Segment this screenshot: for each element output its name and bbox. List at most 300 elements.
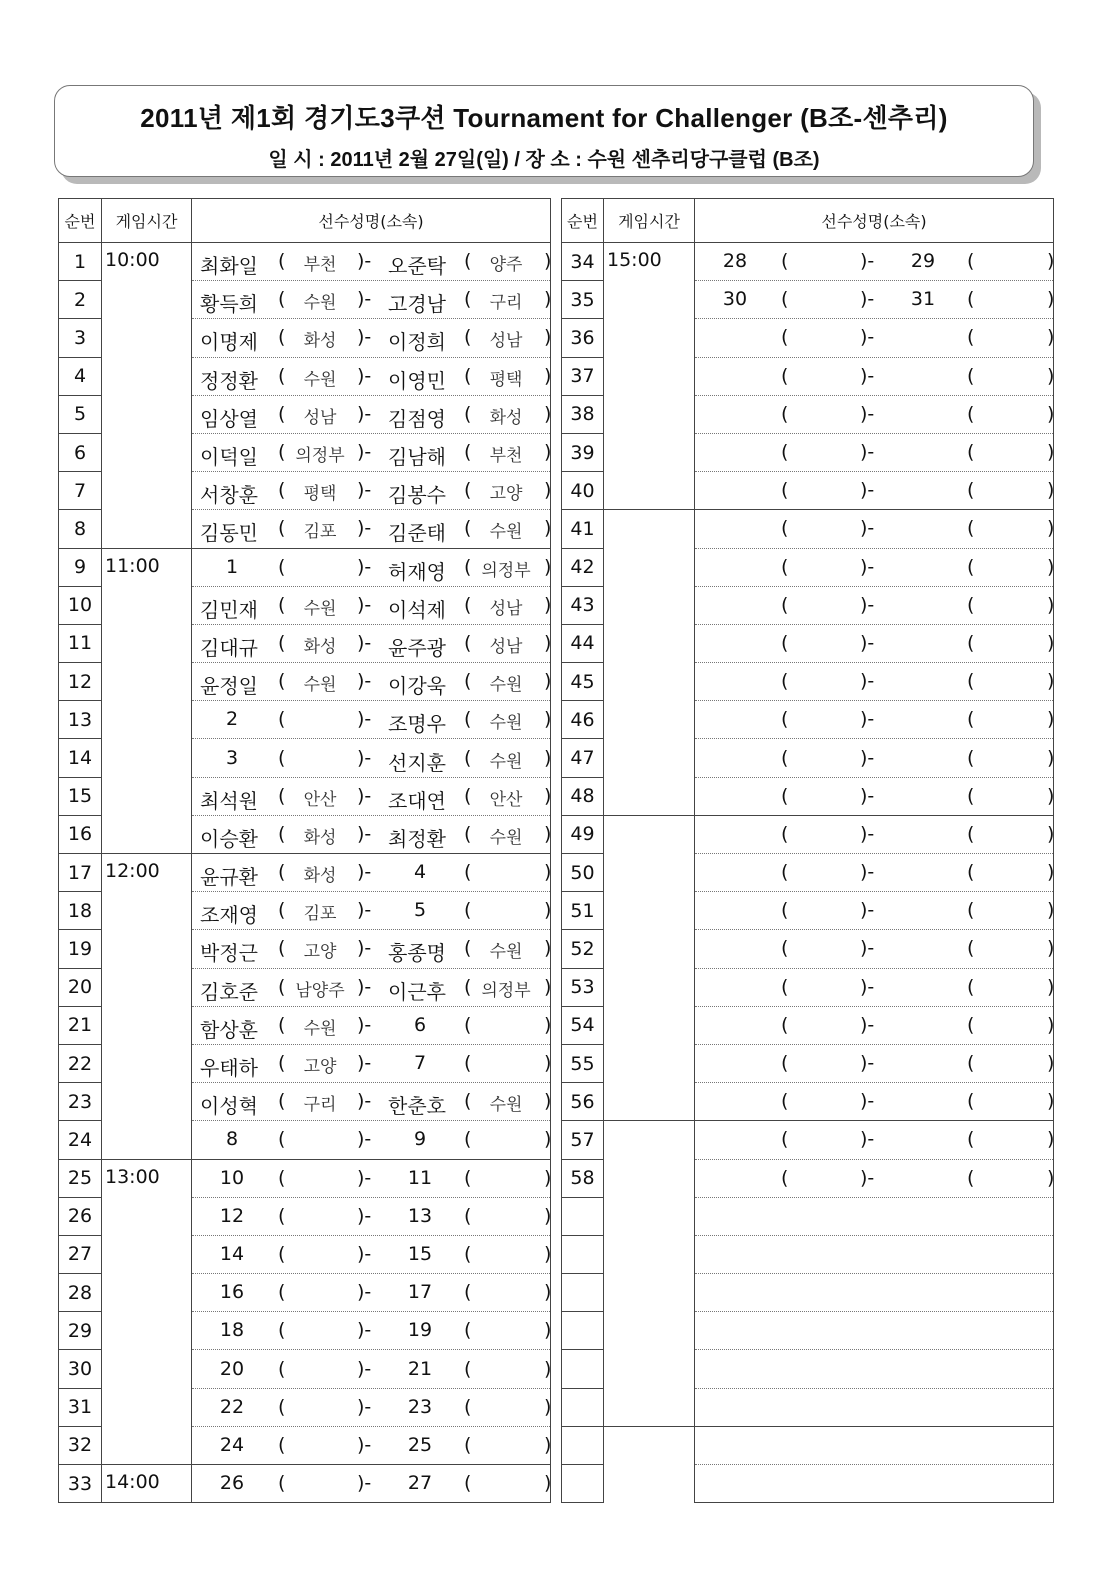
- paren-open: (: [781, 288, 789, 311]
- paren-close-dash: )-: [860, 708, 875, 731]
- game-time-value: 11:00: [105, 554, 160, 577]
- column-header-no: 순번: [59, 199, 102, 243]
- paren-open: (: [967, 555, 975, 578]
- club-b: 의정부: [481, 560, 531, 581]
- game-time: [102, 1465, 192, 1503]
- paren-open: (: [464, 975, 472, 998]
- match-number: 49: [562, 815, 604, 853]
- match-cell: [695, 281, 1054, 319]
- paren-close: ): [544, 822, 552, 845]
- match-line: [192, 1427, 550, 1464]
- paren-open: (: [967, 326, 975, 349]
- player-a: 3: [225, 746, 239, 769]
- player-b: 19: [407, 1319, 433, 1342]
- paren-close-dash: )-: [860, 1052, 875, 1075]
- match-line: [192, 1236, 550, 1273]
- match-cell: [695, 968, 1054, 1006]
- match-line: [695, 816, 1053, 853]
- paren-open: (: [464, 479, 472, 502]
- match-cell: [192, 663, 551, 701]
- paren-close: ): [1047, 708, 1055, 731]
- paren-close-dash: )-: [860, 1128, 875, 1151]
- paren-open: (: [464, 784, 472, 807]
- player-b: 한춘호: [388, 1094, 446, 1119]
- player-a: 조재영: [200, 903, 258, 928]
- paren-open: (: [781, 1013, 789, 1036]
- paren-open: (: [278, 517, 286, 540]
- match-number: 34: [562, 243, 604, 281]
- match-cell: [695, 1121, 1054, 1159]
- match-cell: [192, 854, 551, 892]
- match-number: 1: [59, 243, 102, 281]
- match-line: [192, 1083, 550, 1120]
- paren-close: ): [544, 402, 552, 425]
- match-number: 19: [59, 930, 102, 968]
- match-cell: [695, 854, 1054, 892]
- paren-open: (: [967, 822, 975, 845]
- match-line: [192, 549, 550, 586]
- paren-open: (: [464, 288, 472, 311]
- paren-close-dash: )-: [357, 822, 372, 845]
- paren-close-dash: )-: [357, 402, 372, 425]
- paren-close-dash: )-: [357, 1281, 372, 1304]
- paren-close-dash: )-: [357, 517, 372, 540]
- paren-close-dash: )-: [357, 288, 372, 311]
- paren-open: (: [781, 746, 789, 769]
- club-b: 수원: [489, 675, 523, 696]
- match-number: 18: [59, 892, 102, 930]
- match-number: 17: [59, 854, 102, 892]
- paren-close-dash: )-: [357, 1242, 372, 1265]
- paren-open: (: [278, 1052, 286, 1075]
- match-number: 7: [59, 472, 102, 510]
- paren-close: ): [544, 670, 552, 693]
- player-b: 윤주광: [388, 635, 446, 660]
- paren-close: ): [1047, 899, 1055, 922]
- paren-close: ): [1047, 975, 1055, 998]
- match-line: [192, 510, 550, 547]
- player-b: 23: [407, 1395, 433, 1418]
- club-a: 화성: [303, 636, 337, 657]
- paren-open: (: [781, 975, 789, 998]
- match-cell: [695, 319, 1054, 357]
- paren-close: ): [544, 288, 552, 311]
- player-a: 12: [219, 1204, 245, 1227]
- paren-close: ): [544, 479, 552, 502]
- player-b: 선지훈: [388, 750, 446, 775]
- player-b: 김봉수: [388, 483, 446, 508]
- column-header-no: 순번: [562, 199, 604, 243]
- match-cell: [192, 510, 551, 548]
- match-number: 25: [59, 1159, 102, 1197]
- match-number: 55: [562, 1044, 604, 1082]
- paren-open: (: [967, 441, 975, 464]
- paren-open: (: [781, 555, 789, 578]
- paren-open: (: [278, 1204, 286, 1227]
- paren-open: (: [781, 364, 789, 387]
- match-cell: [192, 243, 551, 281]
- paren-open: (: [967, 1166, 975, 1189]
- club-a: 수원: [303, 675, 337, 696]
- club-a: 수원: [303, 1018, 337, 1039]
- paren-open: (: [278, 1281, 286, 1304]
- player-a: 윤규환: [200, 865, 258, 890]
- paren-close: ): [1047, 364, 1055, 387]
- paren-close: ): [544, 1052, 552, 1075]
- paren-close: ): [1047, 326, 1055, 349]
- match-number: 58: [562, 1159, 604, 1197]
- match-number: 48: [562, 777, 604, 815]
- paren-open: (: [464, 326, 472, 349]
- paren-close-dash: )-: [860, 784, 875, 807]
- club-b: 평택: [489, 369, 523, 390]
- paren-open: (: [278, 1128, 286, 1151]
- player-b: 15: [407, 1242, 433, 1265]
- match-number: [562, 1388, 604, 1426]
- player-b: 홍종명: [388, 941, 446, 966]
- player-b: 이근후: [388, 979, 446, 1004]
- paren-close: ): [1047, 1128, 1055, 1151]
- match-cell: [695, 1274, 1054, 1312]
- match-number: 9: [59, 548, 102, 586]
- paren-close-dash: )-: [357, 555, 372, 578]
- paren-open: (: [781, 631, 789, 654]
- match-line: [192, 1045, 550, 1082]
- match-line: [695, 1083, 1053, 1120]
- club-a: 구리: [303, 1095, 337, 1116]
- player-b: 9: [413, 1128, 427, 1151]
- player-a: 윤정일: [200, 674, 258, 699]
- paren-close: ): [544, 1128, 552, 1151]
- paren-open: (: [278, 1319, 286, 1342]
- match-line: [192, 319, 550, 356]
- paren-close: ): [544, 250, 552, 273]
- paren-open: (: [464, 746, 472, 769]
- paren-open: (: [278, 899, 286, 922]
- paren-open: (: [781, 1128, 789, 1151]
- player-a: 최화일: [200, 254, 258, 279]
- match-cell: [192, 319, 551, 357]
- player-a: 26: [219, 1472, 245, 1495]
- paren-close: ): [544, 784, 552, 807]
- match-line: [192, 969, 550, 1006]
- club-b: 수원: [489, 1095, 523, 1116]
- paren-close-dash: )-: [860, 937, 875, 960]
- match-cell: [695, 663, 1054, 701]
- paren-close: ): [1047, 822, 1055, 845]
- match-number: 22: [59, 1044, 102, 1082]
- paren-open: (: [967, 479, 975, 502]
- player-a: 30: [722, 288, 748, 311]
- paren-open: (: [278, 708, 286, 731]
- player-b: 조명우: [388, 712, 446, 737]
- club-b: 성남: [489, 636, 523, 657]
- paren-close-dash: )-: [357, 1090, 372, 1113]
- match-cell: [695, 472, 1054, 510]
- game-time: [102, 854, 192, 1160]
- paren-close: ): [544, 555, 552, 578]
- paren-open: (: [967, 1090, 975, 1113]
- match-cell: [192, 1235, 551, 1273]
- paren-open: (: [464, 1128, 472, 1151]
- player-a: 김민재: [200, 597, 258, 622]
- right-schedule-table: [561, 198, 1054, 1503]
- paren-close-dash: )-: [357, 784, 372, 807]
- paren-open: (: [781, 517, 789, 540]
- paren-close-dash: )-: [357, 861, 372, 884]
- match-cell: [192, 1426, 551, 1464]
- match-cell: [695, 1235, 1054, 1273]
- paren-close: ): [544, 1395, 552, 1418]
- match-cell: [695, 1388, 1054, 1426]
- paren-open: (: [278, 1357, 286, 1380]
- paren-open: (: [781, 1166, 789, 1189]
- player-b: 25: [407, 1433, 433, 1456]
- player-a: 김호준: [200, 979, 258, 1004]
- match-cell: [695, 510, 1054, 548]
- paren-close: ): [544, 441, 552, 464]
- club-a: 화성: [303, 331, 337, 352]
- game-time-value: 15:00: [607, 249, 662, 271]
- match-line: [695, 969, 1053, 1006]
- club-b: 수원: [489, 522, 523, 543]
- paren-close: ): [1047, 441, 1055, 464]
- paren-open: (: [278, 1472, 286, 1495]
- paren-open: (: [781, 708, 789, 731]
- match-number: [562, 1312, 604, 1350]
- game-time-value: [607, 1121, 694, 1127]
- player-a: 박정근: [200, 941, 258, 966]
- event-info: 일 시 : 2011년 2월 27일(일) / 장 소 : 수원 센추리당구클럽 (B조): [268, 149, 820, 171]
- paren-close-dash: )-: [860, 975, 875, 998]
- match-cell: [192, 701, 551, 739]
- paren-open: (: [278, 441, 286, 464]
- game-time: [604, 1121, 695, 1427]
- match-number: 45: [562, 663, 604, 701]
- paren-open: (: [967, 975, 975, 998]
- paren-close: ): [1047, 593, 1055, 616]
- match-line: [695, 510, 1053, 547]
- match-cell: [192, 472, 551, 510]
- match-line: [192, 1351, 550, 1388]
- paren-open: (: [464, 708, 472, 731]
- player-a: 8: [225, 1128, 239, 1151]
- match-line: [695, 281, 1053, 318]
- player-a: 임상열: [200, 406, 258, 431]
- match-line: [695, 587, 1053, 624]
- paren-open: (: [781, 670, 789, 693]
- paren-close: ): [544, 937, 552, 960]
- match-number: 52: [562, 930, 604, 968]
- column-header-players: 선수성명(소속): [192, 199, 551, 243]
- paren-open: (: [278, 1242, 286, 1265]
- match-number: 3: [59, 319, 102, 357]
- paren-open: (: [464, 1242, 472, 1265]
- paren-close: ): [544, 364, 552, 387]
- match-line: [695, 1160, 1053, 1197]
- match-cell: [192, 968, 551, 1006]
- club-b: 구리: [489, 293, 523, 314]
- paren-open: (: [278, 1395, 286, 1418]
- match-cell: [192, 739, 551, 777]
- game-time: [604, 815, 695, 1121]
- match-number: 36: [562, 319, 604, 357]
- paren-open: (: [967, 1128, 975, 1151]
- paren-open: (: [781, 593, 789, 616]
- club-b: 성남: [489, 331, 523, 352]
- match-number: 39: [562, 433, 604, 471]
- paren-close-dash: )-: [357, 1433, 372, 1456]
- match-cell: [192, 1388, 551, 1426]
- match-line: [192, 1465, 550, 1502]
- match-line: [192, 358, 550, 395]
- player-a: 10: [219, 1166, 245, 1189]
- paren-open: (: [781, 861, 789, 884]
- match-number: 31: [59, 1388, 102, 1426]
- paren-close: ): [544, 1281, 552, 1304]
- paren-open: (: [278, 975, 286, 998]
- game-time-value: 13:00: [105, 1165, 160, 1188]
- paren-open: (: [278, 250, 286, 273]
- match-number: [562, 1235, 604, 1273]
- match-line: [192, 740, 550, 777]
- match-cell: [695, 243, 1054, 281]
- club-b: 부천: [489, 446, 523, 467]
- club-a: 부천: [303, 255, 337, 276]
- player-a: 18: [219, 1319, 245, 1342]
- match-cell: [695, 1083, 1054, 1121]
- paren-open: (: [464, 593, 472, 616]
- match-number: 2: [59, 281, 102, 319]
- club-a: 화성: [303, 866, 337, 887]
- match-line: [695, 434, 1053, 471]
- table-row: [562, 1121, 1054, 1159]
- club-a: 김포: [303, 904, 337, 925]
- club-a: 의정부: [295, 446, 345, 467]
- game-time: [604, 510, 695, 816]
- match-line: [695, 472, 1053, 509]
- match-cell: [192, 1121, 551, 1159]
- match-line: [695, 358, 1053, 395]
- paren-close: ): [544, 1090, 552, 1113]
- match-cell: [192, 281, 551, 319]
- paren-open: (: [278, 593, 286, 616]
- club-a: 성남: [303, 407, 337, 428]
- match-line: [695, 701, 1053, 738]
- match-cell: [192, 586, 551, 624]
- match-line: [695, 319, 1053, 356]
- match-line: [695, 740, 1053, 777]
- club-b: 성남: [489, 598, 523, 619]
- match-line: [192, 396, 550, 433]
- match-number: 35: [562, 281, 604, 319]
- club-a: 남양주: [295, 980, 345, 1001]
- paren-open: (: [464, 670, 472, 693]
- match-cell: [192, 395, 551, 433]
- club-b: 의정부: [481, 980, 531, 1001]
- match-cell: [695, 433, 1054, 471]
- paren-open: (: [464, 1166, 472, 1189]
- paren-close-dash: )-: [357, 1128, 372, 1151]
- match-cell: [192, 624, 551, 662]
- match-number: 29: [59, 1312, 102, 1350]
- paren-close: ): [1047, 746, 1055, 769]
- match-cell: [192, 892, 551, 930]
- player-b: 오준탁: [388, 254, 446, 279]
- match-cell: [192, 1044, 551, 1082]
- column-header-players: 선수성명(소속): [695, 199, 1054, 243]
- match-line: [192, 1160, 550, 1197]
- player-a: 김동민: [200, 521, 258, 546]
- match-number: 41: [562, 510, 604, 548]
- match-cell: [192, 815, 551, 853]
- match-cell: [695, 1350, 1054, 1388]
- paren-close-dash: )-: [860, 364, 875, 387]
- paren-close: ): [1047, 555, 1055, 578]
- paren-open: (: [781, 402, 789, 425]
- match-cell: [695, 1312, 1054, 1350]
- club-a: 평택: [303, 484, 337, 505]
- paren-close: ): [544, 1013, 552, 1036]
- left-schedule-table: [58, 198, 551, 1503]
- match-number: 33: [59, 1465, 102, 1503]
- match-number: 44: [562, 624, 604, 662]
- match-line: [192, 472, 550, 509]
- paren-close-dash: )-: [860, 326, 875, 349]
- match-line: [192, 854, 550, 891]
- player-a: 함상훈: [200, 1017, 258, 1042]
- paren-close: ): [544, 1433, 552, 1456]
- paren-close: ): [544, 1204, 552, 1227]
- club-a: 화성: [303, 827, 337, 848]
- match-line: [695, 930, 1053, 967]
- match-line: [695, 1045, 1053, 1082]
- paren-close: ): [1047, 670, 1055, 693]
- match-number: 8: [59, 510, 102, 548]
- paren-open: (: [278, 784, 286, 807]
- table-row: [59, 1159, 551, 1197]
- match-number: 40: [562, 472, 604, 510]
- match-cell: [695, 1465, 1054, 1503]
- paren-open: (: [278, 631, 286, 654]
- paren-open: (: [967, 1013, 975, 1036]
- match-line: [192, 434, 550, 471]
- match-number: 42: [562, 548, 604, 586]
- player-b: 김준태: [388, 521, 446, 546]
- match-cell: [192, 1274, 551, 1312]
- paren-close: ): [1047, 1166, 1055, 1189]
- match-cell: [192, 433, 551, 471]
- match-number: [562, 1426, 604, 1464]
- paren-open: (: [464, 822, 472, 845]
- player-b: 27: [407, 1472, 433, 1495]
- paren-open: (: [967, 402, 975, 425]
- paren-close: ): [1047, 937, 1055, 960]
- paren-close-dash: )-: [357, 975, 372, 998]
- player-b: 김남해: [388, 445, 446, 470]
- match-number: 6: [59, 433, 102, 471]
- match-number: 50: [562, 854, 604, 892]
- paren-close-dash: )-: [357, 250, 372, 273]
- match-line: [192, 587, 550, 624]
- match-cell: [695, 701, 1054, 739]
- player-b: 이석제: [388, 597, 446, 622]
- paren-open: (: [278, 326, 286, 349]
- paren-open: (: [278, 1090, 286, 1113]
- table-row: [562, 1426, 1054, 1464]
- player-a: 이명제: [200, 330, 258, 355]
- match-line: [192, 1312, 550, 1349]
